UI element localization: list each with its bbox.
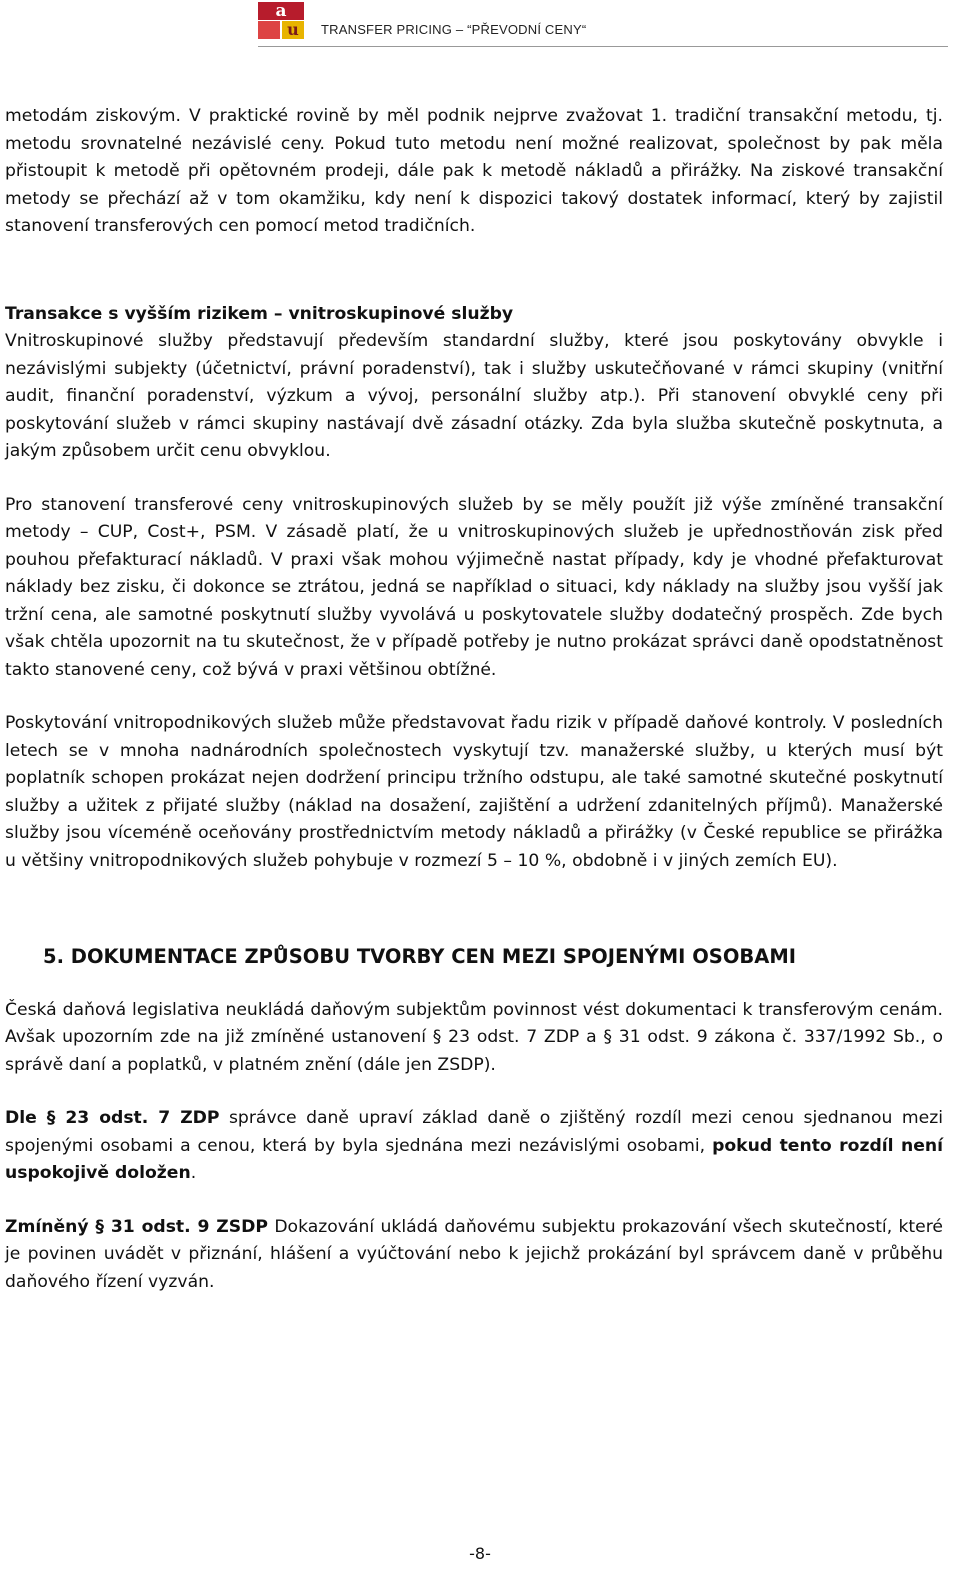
au-logo	[258, 2, 306, 40]
paragraph-czech-legislation: Česká daňová legislativa neukládá daňovým subjektům povinnost vést dokumentaci k transferovým cenám. Avšak upozorním zde na již zmíněné ustanovení § 23 odst. 7 ZDP a § 31 odst. 9 zákona č. 337/1992 Sb., o správě daní a poplatků, v platném znění (dále jen ZSDP).	[5, 999, 943, 1075]
paragraph-transfer-price-methods: Pro stanovení transferové ceny vnitroskupinových služeb by se měly použít již výše zmíněné transakční metody – CUP, Cost+, PSM. V zásadě platí, že u vnitroskupinových služeb je upřednostňován zisk před pouhou přefakturací nákladů. V praxi však mohou výjimečně nastat případy, kdy je vhodné přefakturovat náklady bez zisku, či dokonce se ztrátou, jedná se například o situaci, kdy náklady na služby jsou vyšší jak tržní cena, ale samotné poskytnutí služby vyvolává u poskytovatele služby dodatečný prospěch. Zde bych však chtěla upozornit na tu skutečnost, že v případě potřeby je nutno prokázat správci daně opodstatněnost takto stanovené ceny, což bývá v praxi většinou obtížné.	[5, 494, 943, 680]
logo-letter-u: u	[282, 21, 304, 39]
subheading-intragroup-services: Transakce s vyšším rizikem – vnitroskupinové služby	[5, 303, 514, 324]
section-23-emphasis: pokud tento rozdíl není uspokojivě doložen	[5, 1135, 944, 1183]
section-heading-documentation: 5. DOKUMENTACE ZPŮSOBU TVORBY CEN MEZI SPOJENÝMI OSOBAMI	[43, 945, 797, 968]
paragraph-section-31	[5, 1214, 943, 1297]
section-31-reference: Zmíněný § 31 odst. 9 ZSDP	[5, 1216, 269, 1237]
paragraph-services-risks: Poskytování vnitropodnikových služeb může představovat řadu rizik v případě daňové kontroly. V posledních letech se v mnoha nadnárodních společnostech vyskytují tzv. manažerské služby, u kterých musí být poplatník schopen prokázat nejen dodržení principu tržního odstupu, ale také samotné skutečné poskytnutí služby a užitek z přijaté služby (náklad na dosažení, zajištění a udržení zdanitelných příjmů). Manažerské služby jsou víceméně oceňovány prostřednictvím metody nákladů a přirážky (v České republice se přirážka u většiny vnitropodnikových služeb pohybuje v rozmezí 5 – 10 %, obdobně i v jiných zemích EU).	[5, 713, 943, 871]
section-23-reference: Dle § 23 odst. 7 ZDP	[5, 1108, 220, 1128]
header-divider	[258, 46, 948, 47]
paragraph-methods: metodám ziskovým. V praktické rovině by měl podnik nejprve zvažovat 1. tradiční transakční metodu, tj. metodu srovnatelné nezávislé ceny. Pokud tuto metodu není možné realizovat, společnost by pak měla přistoupit k metodě při opětovném prodeji, dále pak k metodě nákladů a přirážky. Na ziskové transakční metody se přechází až v tom okamžiku, kdy není k dispozici takový dostatek informací, který by zajistil stanovení transferových cen pomocí metod tradičních.	[5, 106, 943, 236]
section-31-text: Dokazování ukládá daňovému subjektu prokazování všech skutečností, které je povinen uvádět v přiznání, hlášení a vyúčtování nebo k jejichž prokázání byl správcem daně v průběhu daňového řízení vyzván.	[5, 1216, 944, 1292]
logo-block	[258, 21, 280, 39]
page-number: -8-	[469, 1544, 491, 1563]
paragraph-intragroup-services: Vnitroskupinové služby představují především standardní služby, které jsou poskytovány obvykle i nezávislými subjekty (účetnictví, právní poradenství), tak i služby uskutečňované v rámci skupiny (vnitřní audit, finanční poradenství, výzkum a vývoj, personální služby atp.). Při stanovení obvyklé ceny při poskytování služeb v rámci skupiny nastávají dvě zásadní otázky. Zda byla služba skutečně poskytnuta, a jakým způsobem určit cenu obvyklou.	[5, 331, 943, 461]
header-title: TRANSFER PRICING – “PŘEVODNÍ CENY“	[321, 22, 587, 37]
page-header	[0, 0, 960, 60]
logo-letter-a: a	[258, 2, 304, 20]
paragraph-section-23	[5, 1105, 943, 1188]
section-23-text: správce daně upraví základ daně o zjištěný rozdíl mezi cenou sjednanou mezi spojenými osobami a cenou, která by byla sjednána mezi nezávislými osobami,	[5, 1108, 944, 1156]
document-body	[5, 103, 943, 1296]
section-23-end: .	[190, 1163, 197, 1183]
